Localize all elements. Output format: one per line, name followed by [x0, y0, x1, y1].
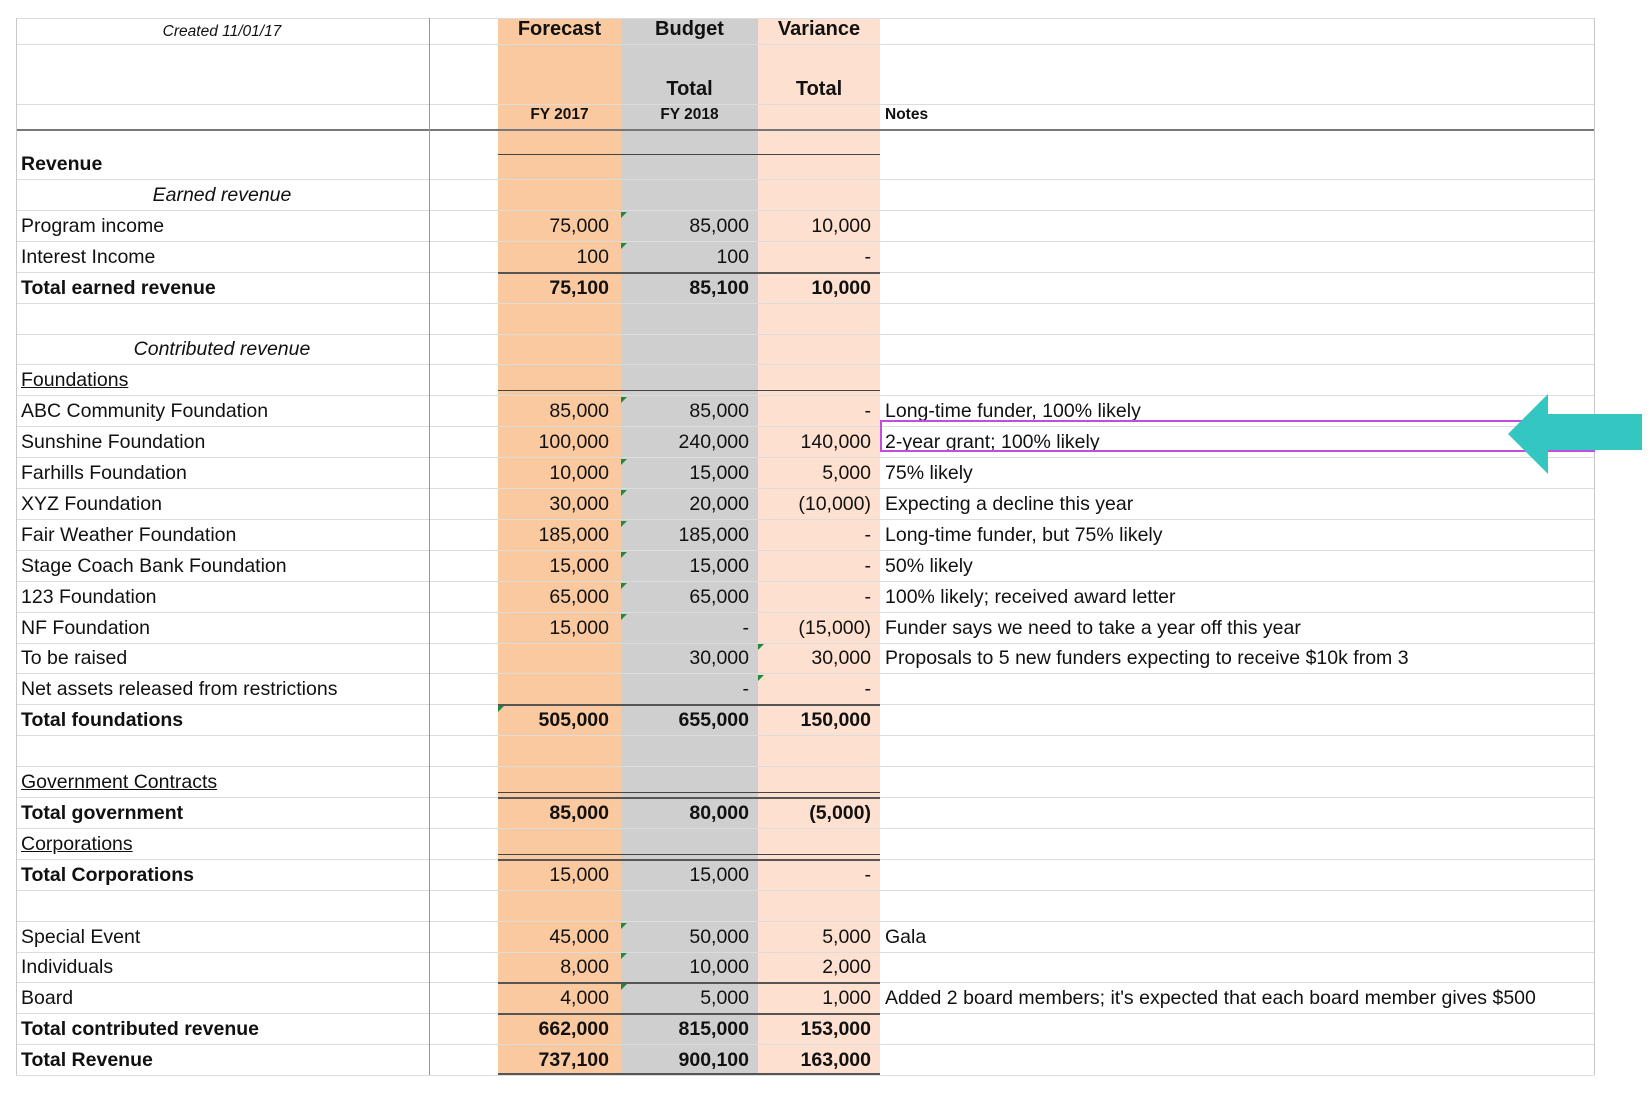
variance-cell[interactable]: 10,000: [811, 277, 871, 299]
row-label[interactable]: NF Foundation: [21, 617, 150, 639]
forecast-cell[interactable]: 15,000: [549, 617, 609, 639]
budget-cell[interactable]: 815,000: [678, 1018, 749, 1040]
forecast-cell[interactable]: 45,000: [549, 926, 609, 948]
variance-cell[interactable]: -: [864, 524, 871, 546]
section-rule: [498, 154, 880, 155]
note-indicator-icon: [621, 984, 627, 990]
note-indicator-icon: [498, 706, 504, 712]
total-rule: [498, 1013, 880, 1015]
forecast-cell[interactable]: 185,000: [538, 524, 609, 546]
row-label[interactable]: Fair Weather Foundation: [21, 524, 237, 546]
row-border: [16, 828, 1594, 829]
selected-cell-outline[interactable]: [880, 420, 1595, 452]
row-label[interactable]: Total earned revenue: [21, 277, 216, 299]
variance-cell[interactable]: (5,000): [809, 802, 871, 824]
forecast-cell[interactable]: 85,000: [549, 400, 609, 422]
variance-cell[interactable]: -: [864, 864, 871, 886]
row-label[interactable]: ABC Community Foundation: [21, 400, 269, 422]
note-cell[interactable]: Funder says we need to take a year off this year: [885, 617, 1301, 639]
variance-cell[interactable]: -: [864, 555, 871, 577]
row-border: [16, 104, 1594, 105]
budget-cell[interactable]: 80,000: [689, 802, 749, 824]
forecast-cell[interactable]: 65,000: [549, 586, 609, 608]
forecast-cell[interactable]: 662,000: [538, 1018, 609, 1040]
bottom-rule: [498, 1073, 880, 1075]
col-border: [429, 18, 430, 1075]
forecast-cell[interactable]: 15,000: [549, 555, 609, 577]
note-indicator-icon: [621, 583, 627, 589]
total-rule: [498, 797, 880, 799]
forecast-cell[interactable]: 4,000: [560, 987, 609, 1009]
note-cell[interactable]: 2-year grant; 100% likely: [885, 431, 1100, 453]
variance-cell[interactable]: 5,000: [822, 926, 871, 948]
note-indicator-icon: [621, 521, 627, 527]
note-cell[interactable]: Long-time funder, 100% likely: [885, 400, 1141, 422]
section-rule: [498, 792, 880, 793]
budget-cell[interactable]: -: [742, 617, 749, 639]
budget-cell[interactable]: 655,000: [678, 709, 749, 731]
row-label[interactable]: Contributed revenue: [133, 338, 311, 360]
budget-cell[interactable]: 100: [716, 246, 749, 268]
forecast-cell[interactable]: 85,000: [549, 802, 609, 824]
budget-cell[interactable]: 15,000: [689, 462, 749, 484]
forecast-cell[interactable]: 8,000: [560, 956, 609, 978]
forecast-cell[interactable]: 10,000: [549, 462, 609, 484]
row-label[interactable]: Individuals: [21, 956, 114, 978]
forecast-header: Forecast: [517, 18, 602, 40]
total-rule: [498, 982, 880, 984]
note-cell[interactable]: Proposals to 5 new funders expecting to receive $10k from 3: [885, 647, 1409, 669]
budget-cell[interactable]: -: [742, 678, 749, 700]
budget-cell[interactable]: 65,000: [689, 586, 749, 608]
variance-cell[interactable]: 163,000: [800, 1049, 871, 1071]
forecast-cell[interactable]: 30,000: [549, 493, 609, 515]
row-border: [16, 303, 1594, 304]
col-border: [16, 18, 17, 1075]
variance-header: Variance: [777, 18, 861, 40]
variance-cell[interactable]: -: [864, 678, 871, 700]
variance-cell[interactable]: 30,000: [811, 647, 871, 669]
total-rule: [498, 859, 880, 861]
row-label[interactable]: Special Event: [21, 926, 141, 948]
row-label[interactable]: To be raised: [21, 647, 128, 669]
note-indicator-icon: [621, 490, 627, 496]
note-indicator-icon: [621, 953, 627, 959]
row-border: [16, 890, 1594, 891]
row-label[interactable]: Government Contracts: [21, 771, 218, 793]
created-date: Created 11/01/17: [162, 23, 282, 40]
forecast-cell[interactable]: 100,000: [538, 431, 609, 453]
row-label[interactable]: 123 Foundation: [21, 586, 157, 608]
notes-header: Notes: [885, 106, 929, 123]
note-indicator-icon: [621, 459, 627, 465]
note-cell[interactable]: Long-time funder, but 75% likely: [885, 524, 1163, 546]
row-border: [16, 1075, 1594, 1076]
row-label[interactable]: Stage Coach Bank Foundation: [21, 555, 287, 577]
variance-cell[interactable]: 10,000: [811, 215, 871, 237]
variance-total-header: Total: [795, 78, 843, 100]
note-indicator-icon: [621, 614, 627, 620]
row-border: [16, 766, 1594, 767]
budget-total-header: Total: [666, 78, 713, 100]
variance-cell[interactable]: -: [864, 400, 871, 422]
budget-cell[interactable]: 15,000: [689, 864, 749, 886]
note-indicator-icon: [758, 675, 764, 681]
section-rule: [498, 390, 880, 391]
forecast-cell[interactable]: 15,000: [549, 864, 609, 886]
variance-cell[interactable]: (15,000): [798, 617, 871, 639]
variance-cell[interactable]: 1,000: [822, 987, 871, 1009]
variance-cell[interactable]: 153,000: [800, 1018, 871, 1040]
budget-cell[interactable]: 20,000: [689, 493, 749, 515]
forecast-cell[interactable]: 737,100: [538, 1049, 609, 1071]
budget-cell[interactable]: 85,100: [689, 277, 749, 299]
forecast-cell[interactable]: 75,100: [549, 277, 609, 299]
note-cell[interactable]: 50% likely: [885, 555, 973, 577]
row-border: [16, 735, 1594, 736]
note-cell[interactable]: Expecting a decline this year: [885, 493, 1134, 515]
row-border: [16, 129, 1594, 131]
variance-cell[interactable]: -: [864, 586, 871, 608]
row-label[interactable]: Total Revenue: [21, 1049, 153, 1071]
note-indicator-icon: [621, 212, 627, 218]
row-border: [16, 364, 1594, 365]
budget-year: FY 2018: [660, 106, 719, 123]
row-label[interactable]: Program income: [21, 215, 165, 237]
note-cell[interactable]: 75% likely: [885, 462, 973, 484]
row-label[interactable]: Net assets released from restrictions: [21, 678, 338, 700]
budget-cell[interactable]: 85,000: [689, 215, 749, 237]
forecast-cell[interactable]: 75,000: [549, 215, 609, 237]
row-label[interactable]: Earned revenue: [152, 184, 292, 206]
note-indicator-icon: [621, 243, 627, 249]
variance-cell[interactable]: 140,000: [800, 431, 871, 453]
budget-cell[interactable]: 5,000: [700, 987, 749, 1009]
total-rule: [498, 272, 880, 274]
row-label[interactable]: Corporations: [21, 833, 133, 855]
row-label[interactable]: XYZ Foundation: [21, 493, 162, 515]
note-indicator-icon: [621, 923, 627, 929]
variance-cell[interactable]: -: [864, 246, 871, 268]
budget-cell[interactable]: 240,000: [678, 431, 749, 453]
variance-cell[interactable]: 5,000: [822, 462, 871, 484]
note-cell[interactable]: 100% likely; received award letter: [885, 586, 1176, 608]
budget-header: Budget: [655, 18, 724, 40]
forecast-cell[interactable]: 100: [576, 246, 609, 268]
row-label[interactable]: Total government: [21, 802, 184, 824]
section-rule: [498, 854, 880, 855]
variance-cell[interactable]: 2,000: [822, 956, 871, 978]
budget-cell[interactable]: 85,000: [689, 400, 749, 422]
row-label[interactable]: Total foundations: [21, 709, 184, 731]
note-cell[interactable]: Added 2 board members; it's expected that each board member gives $500: [885, 987, 1536, 1009]
row-label[interactable]: Total Corporations: [21, 864, 194, 886]
note-indicator-icon: [621, 552, 627, 558]
note-cell[interactable]: Gala: [885, 926, 927, 948]
row-label[interactable]: Board: [21, 987, 74, 1009]
row-label[interactable]: Farhills Foundation: [21, 462, 187, 484]
row-label[interactable]: Interest Income: [21, 246, 156, 268]
variance-cell[interactable]: (10,000): [798, 493, 871, 515]
total-rule: [498, 704, 880, 706]
col-border: [1594, 18, 1595, 1075]
row-label[interactable]: Sunshine Foundation: [21, 431, 206, 453]
budget-cell[interactable]: 15,000: [689, 555, 749, 577]
note-indicator-icon: [758, 644, 764, 650]
budget-cell[interactable]: 900,100: [678, 1049, 749, 1071]
variance-cell[interactable]: 150,000: [800, 709, 871, 731]
budget-cell[interactable]: 30,000: [689, 647, 749, 669]
forecast-year: FY 2017: [530, 106, 589, 123]
row-label[interactable]: Total contributed revenue: [21, 1018, 259, 1040]
note-indicator-icon: [621, 397, 627, 403]
forecast-cell[interactable]: 505,000: [538, 709, 609, 731]
budget-cell[interactable]: 185,000: [678, 524, 749, 546]
row-label[interactable]: Foundations: [21, 369, 129, 391]
budget-cell[interactable]: 50,000: [689, 926, 749, 948]
budget-cell[interactable]: 10,000: [689, 956, 749, 978]
arrow-left-icon: [1508, 394, 1642, 474]
row-label[interactable]: Revenue: [21, 153, 103, 175]
